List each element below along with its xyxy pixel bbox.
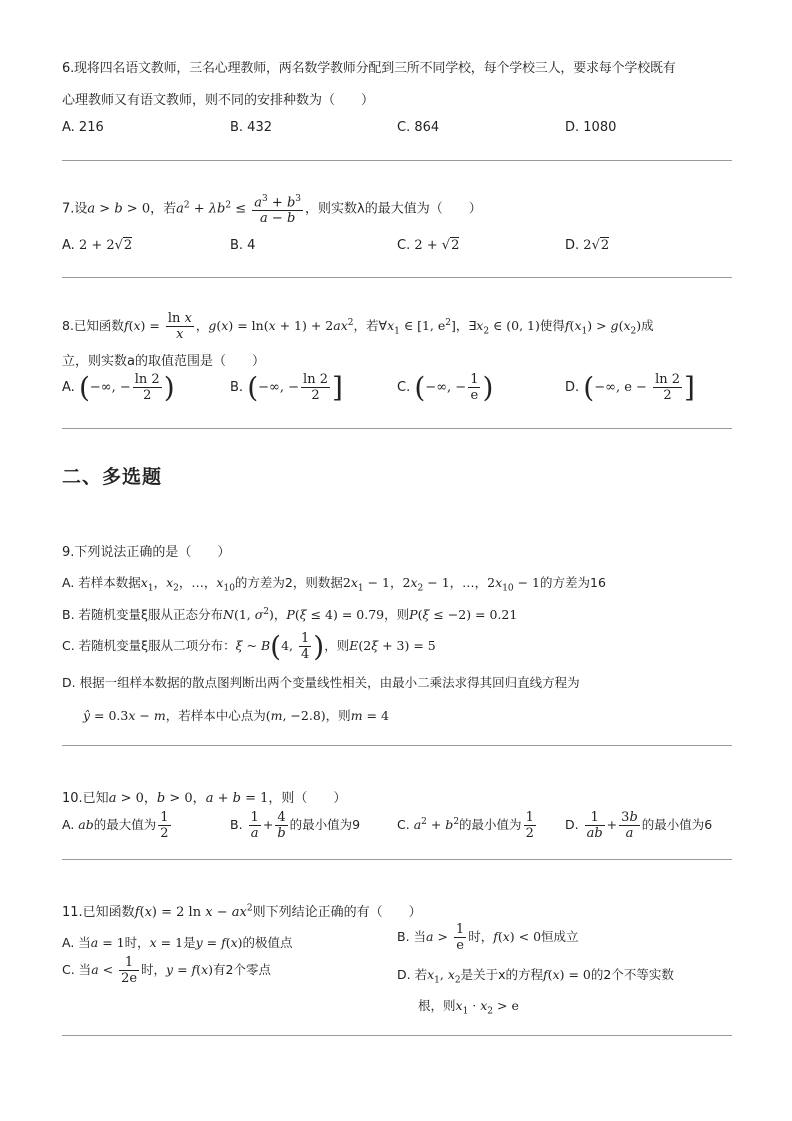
q11-option-d-line2: 根，则$x_1 \cdot x_2 > e$ [418, 998, 519, 1017]
q8-option-a: A. (−∞, − $\frac{\ln 2}{2}$ ) [62, 371, 175, 404]
q7-option-c: C. 2 + √2 [397, 238, 460, 253]
q9-option-a: A. 若样本数据$x_1$，$x_2$，…，$x_{10}$的方差为2，则数据$2x_1 - 1$，$2x_2 - 1$，…，$2x_{10} - 1$的方差为16 [62, 575, 606, 594]
q8-line2: 立，则实数a的取值范围是（ ） [62, 354, 265, 369]
section-title: 二、多选题 [62, 466, 163, 488]
q10-option-a: A. ab的最大值为 $\frac{1}{2}$ [62, 810, 169, 841]
q7-option-d: D. 2√2 [565, 238, 610, 253]
q6-option-a: A. 216 [62, 120, 104, 135]
divider [62, 277, 732, 278]
q9-option-b: B. 若随机变量ξ服从正态分布N(1, $\sigma^2$)，P(ξ ≤ 4) = 0.79，则P(ξ ≤ −2) = 0.21 [62, 606, 518, 622]
q11-option-c: C. 当a < $\frac{1}{2e}$ 时，y = f(x)有2个零点 [62, 955, 271, 986]
q6-option-b: B. 432 [230, 120, 272, 135]
q6-option-d: D. 1080 [565, 120, 617, 135]
q8-option-b: B. (−∞, − $\frac{\ln 2}{2}$ ] [230, 371, 343, 404]
q10-option-c: C. $a^2 + b^2$的最小值为 $\frac{1}{2}$ [397, 810, 534, 841]
q7-option-a: A. 2 + 2√2 [62, 238, 133, 253]
divider [62, 859, 732, 860]
q8-option-d: D. (−∞, e − $\frac{\ln 2}{2}$ ] [565, 371, 695, 404]
q11-stem: 11.已知函数f(x) = 2 $\ln x - ax^2$则下列结论正确的有（ ） [62, 903, 422, 920]
q10-option-d: D. $\frac{1}{ab}$ + $\frac{3b}{a}$ 的最小值为6 [565, 810, 713, 841]
q10-option-b: B. $\frac{1}{a}$ + $\frac{4}{b}$ 的最小值为9 [230, 810, 361, 841]
q11-option-a: A. 当a = 1时，x = 1是y = f(x)的极值点 [62, 935, 293, 950]
divider [62, 745, 732, 746]
q7-stem: 7.设a > b > 0，若$a^2 + \lambda b^2$ ≤ $\frac{a^3 + b^3}{a - b}$ ，则实数λ的最大值为（ ） [62, 194, 482, 227]
q6-line1: 6.现将四名语文教师，三名心理教师，两名数学教师分配到三所不同学校，每个学校三人，要求每个学校既有 [62, 61, 676, 76]
q9-option-d-line1: D. 根据一组样本数据的散点图判断出两个变量线性相关，由最小二乘法求得其回归直线方程为 [62, 675, 580, 690]
q8-option-c: C. (−∞, − $\frac{1}{e}$ ) [397, 371, 494, 404]
q10-stem: 10.已知a > 0，b > 0，a + b = 1，则（ ） [62, 791, 347, 806]
q6-line2: 心理教师又有语文教师，则不同的安排种数为（ ） [62, 93, 375, 108]
q8-stem: 8.已知函数f(x) = $\frac{\text{ln x}}{x}$ ，$g(x) = \ln(x + 1) + 2ax^2$，若$\forall x_1$ ∈ [1, $e^2$]，$\exists x_2$ ∈ (0, 1)使得$f(x_1) > g(x_2)$成 [62, 311, 654, 342]
q9-option-d-line2: ŷ = 0.3x − m，若样本中心点为(m, −2.8)，则m = 4 [83, 708, 389, 723]
divider [62, 160, 732, 161]
q7-option-b: B. 4 [230, 238, 256, 253]
q9-stem: 9.下列说法正确的是（ ） [62, 545, 231, 560]
q11-option-b: B. 当a > $\frac{1}{e}$ 时，f(x) < 0恒成立 [397, 922, 579, 953]
q11-option-d-line1: D. 若$x_1$, $x_2$是关于x的方程f(x) = 0的2个不等实数 [397, 967, 674, 986]
divider [62, 428, 732, 429]
q9-option-c: C. 若随机变量ξ服从二项分布：ξ ~ B(4, $\frac{1}{4}$ )，则E(2ξ + 3) = 5 [62, 630, 436, 663]
divider [62, 1035, 732, 1036]
q6-option-c: C. 864 [397, 120, 440, 135]
